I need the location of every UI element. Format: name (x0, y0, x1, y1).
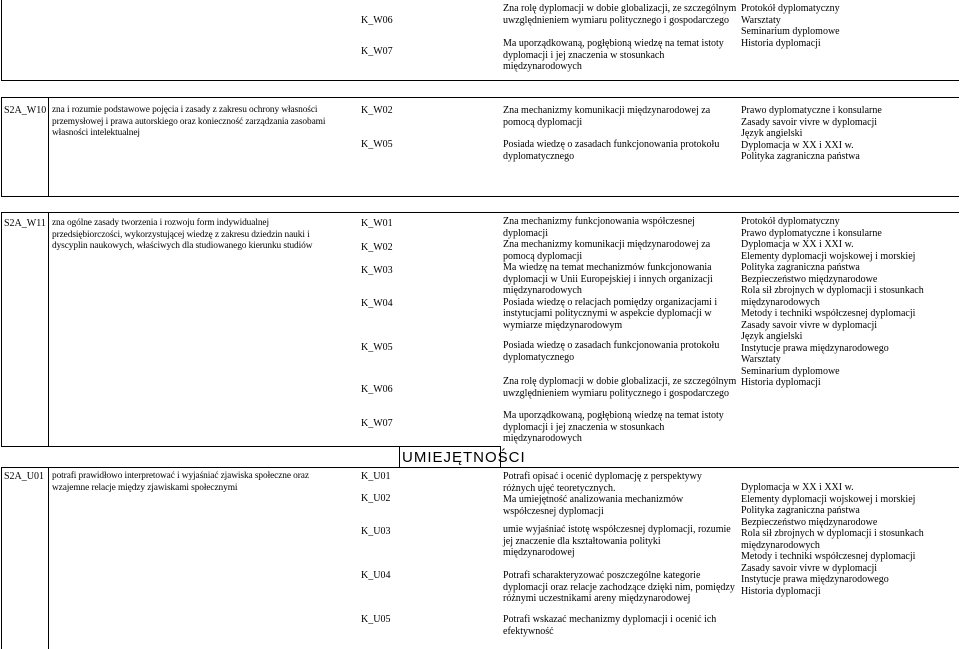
effect-text: Potrafi opisać i ocenić dyplomację z perspektywy różnych ujęć teoretycznych. Ma umiejętność analizowania mechanizmów współczesnej dyplomacji (503, 471, 702, 517)
effect-text: Posiada wiedzę o zasadach funkcjonowania protokołu dyplomatycznego (503, 340, 720, 363)
course-list: Protokół dyplomatyczny Prawo dyplomatyczne i konsularne Dyplomacja w XX i XXI w. Elementy dyplomacji wojskowej i morskiej Polityka zagraniczna państwa Bezpieczeństwo międzynarodowe Rola sił zbrojnych w dyplomacji i stosunkach międzynarodowych Metody i techniki współczesnej dyplomacji Zasady savoir vivre w dyplomacji Język angielski Instytucje prawa międzynarodowego Warsztaty Seminarium dyplomowe Historia dyplomacji (741, 216, 924, 388)
learning-code: K_W03 (361, 265, 393, 276)
standard-description: zna ogólne zasady tworzenia i rozwoju form indywidualnej przedsiębiorczości, wykorzystującej wiedzę z zakresu dziedzin nauki i dyscyplin naukowych, właściwych dla studiowanego kierunku studiów (52, 218, 313, 251)
effect-text: Zna mechanizmy komunikacji międzynarodowej za pomocą dyplomacji (503, 105, 711, 128)
row-divider (399, 446, 500, 447)
learning-code: K_U03 (361, 526, 391, 537)
learning-code: K_W07 (361, 418, 393, 429)
standard-id: S2A_W11 (4, 218, 46, 229)
learning-code: K_U01 (361, 471, 391, 482)
effect-text: Ma uporządkowaną, pogłębioną wiedzę na temat istoty dyplomacji i jej znaczenia w stosunkach międzynarodowych (503, 410, 724, 444)
learning-code: K_W02 (361, 105, 393, 116)
table-border-left (1, 467, 2, 649)
col-divider (48, 212, 49, 447)
learning-code: K_U05 (361, 614, 391, 625)
effect-text: Potrafi scharakteryzować poszczególne kategorie dyplomacji oraz relacje zachodzące dzięki nim, pomiędzy różnymi uczestnikami areny międzynarodowej (503, 570, 735, 604)
section-box-left (399, 446, 400, 468)
effect-text: umie wyjaśniać istotę współczesnej dyplomacji, rozumie jej znaczenie dla kształtowania polityki międzynarodowej (503, 524, 731, 558)
course-list: Protokół dyplomatyczny Warsztaty Seminarium dyplomowe Historia dyplomacji (741, 3, 840, 49)
effect-text: Zna rolę dyplomacji w dobie globalizacji, ze szczególnym uwzględnieniem wymiaru politycznego i gospodarczego (503, 3, 737, 26)
effect-text: Zna mechanizmy funkcjonowania współczesnej dyplomacji Zna mechanizmy komunikacji międzynarodowej za pomocą dyplomacji Ma wiedzę na temat mechanizmów funkcjonowania dyplomacji w Unii Europejskiej i innych organizacji międzynarodowych Posiada wiedzę o relacjach pomiędzy organizacjami i instytucjami politycznymi w aspekcie dyplomacji w wymiarze międzynarodowym (503, 216, 718, 331)
standard-id: S2A_W10 (4, 105, 47, 116)
learning-code: K_U04 (361, 570, 391, 581)
effect-text: Potrafi wskazać mechanizmy dyplomacji i ocenić ich efektywność (503, 614, 717, 637)
row-divider (1, 446, 399, 447)
standard-description: zna i rozumie podstawowe pojęcia i zasady z zakresu ochrony własności przemysłowej i prawa autorskiego oraz konieczność zarządzania zasobami własności intelektualnej (52, 105, 326, 138)
effect-text: Zna rolę dyplomacji w dobie globalizacji, ze szczególnym uwzględnieniem wymiaru politycznego i gospodarczego (503, 376, 737, 399)
learning-code: K_U02 (361, 493, 391, 504)
learning-code: K_W05 (361, 342, 393, 353)
col-divider (48, 467, 49, 649)
learning-code: K_W05 (361, 139, 393, 150)
learning-code: K_W04 (361, 298, 393, 309)
table-border-left-top (1, 0, 2, 81)
row-divider (1, 467, 959, 468)
row-divider (1, 212, 959, 213)
course-list: Prawo dyplomatyczne i konsularne Zasady savoir vivre w dyplomacji Język angielski Dyplomacja w XX i XXI w. Polityka zagraniczna państwa (741, 105, 882, 162)
learning-code: K_W01 (361, 218, 393, 229)
table-border-left (1, 212, 2, 447)
effect-text: Ma uporządkowaną, pogłębioną wiedzę na temat istoty dyplomacji i jej znaczenia w stosunkach międzynarodowych (503, 38, 724, 72)
effect-text: Posiada wiedzę o zasadach funkcjonowania protokołu dyplomatycznego (503, 139, 720, 162)
standard-description: potrafi prawidłowo interpretować i wyjaśniać zjawiska społeczne oraz wzajemne relacje między zjawiskami społecznymi (52, 471, 309, 493)
row-divider (1, 196, 959, 197)
learning-code: K_W02 (361, 242, 393, 253)
section-heading-skills: UMIEJĘTNOŚCI (402, 449, 526, 466)
standard-id: S2A_U01 (4, 471, 45, 482)
learning-code: K_W06 (361, 384, 393, 395)
table-border-left (1, 97, 2, 197)
learning-code: K_W06 (361, 15, 393, 26)
learning-code: K_W07 (361, 46, 393, 57)
course-list: Dyplomacja w XX i XXI w. Elementy dyplomacji wojskowej i morskiej Polityka zagraniczna państwa Bezpieczeństwo międzynarodowe Rola sił zbrojnych w dyplomacji i stosunkach międzynarodowych Metody i techniki współczesnej dyplomacji Zasady savoir vivre w dyplomacji Instytucje prawa międzynarodowego Historia dyplomacji (741, 482, 924, 597)
row-divider (1, 80, 959, 81)
col-divider (48, 97, 49, 197)
row-divider (1, 97, 959, 98)
